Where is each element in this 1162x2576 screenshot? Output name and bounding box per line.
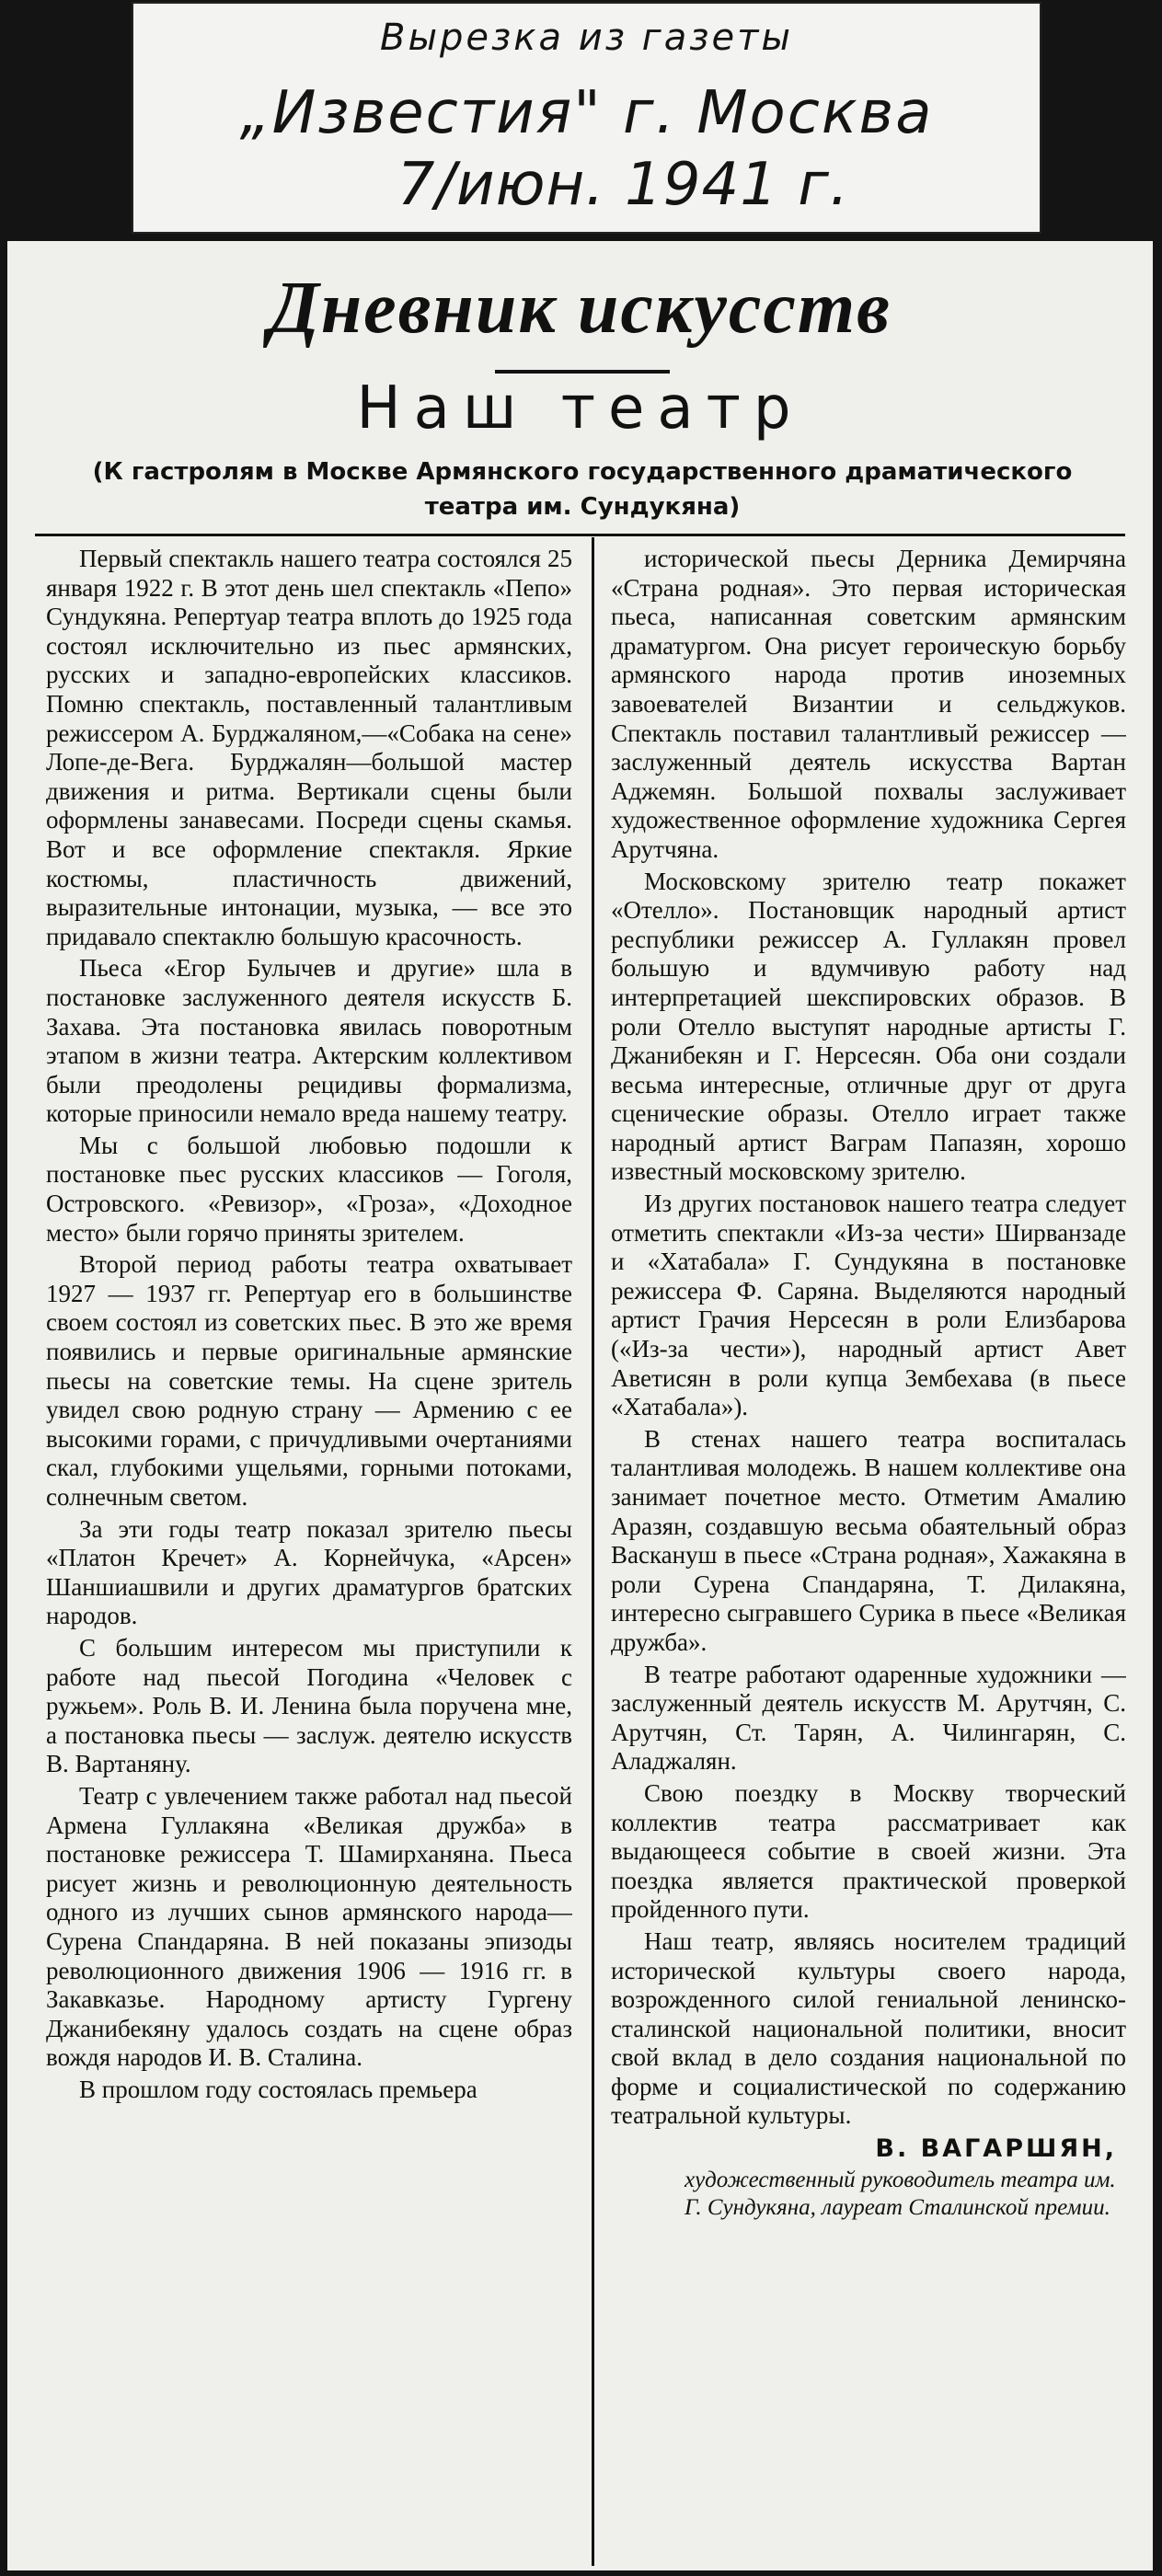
paragraph: Пьеса «Егор Булычев и другие» шла в постановке заслуженного деятеля искусств Б. Захава. Эта постановка явилась поворотным этапом в жизни театра. Актерским коллективом были преодолены рецидивы формализма, которые приносили немало вреда нашему театру. <box>46 954 572 1128</box>
paragraph: В театре работают одаренные художники — заслуженный деятель искусств М. Арутчян, С. Арутчян, Ст. Тарян, А. Чилингарян, С. Аладжалян. <box>611 1660 1126 1776</box>
paragraph: За эти годы театр показал зрителю пьесы «Платон Кречет» А. Корнейчука, «Арсен» Шаншиашвили и других драматургов братских народов. <box>46 1514 572 1630</box>
paragraph: Мы с большой любовью подошли к постановке пьес русских классиков — Гоголя, Островского. «Ревизор», «Гроза», «Доходное место» были горячо приняты зрителем. <box>46 1131 572 1247</box>
paragraph: В прошлом году состоялась премьера <box>79 2075 477 2103</box>
label-newspaper-name: „Известия" г. Москва <box>239 79 934 147</box>
handwritten-label <box>133 4 1040 232</box>
paragraph: С большим интересом мы приступили к работе над пьесой Погодина «Человек с ружьем». Роль В. И. Ленина была поручена мне, а постановка пьесы — заслуж. деятелю искусств В. Вартаняну. <box>46 1633 572 1778</box>
paragraph: Из других постановок нашего театра следует отметить спектакли «Из-за чести» Ширванзаде и «Хатабала» Г. Сундукяна в постановке режиссера Ф. Саряна. Выделяются народный артист Грачия Нерсесян в роли Елизбарова («Из-за чести»), народный артист Авет Аветисян в роли купца Зембехава (в пьесе «Хатабала»). <box>611 1190 1126 1421</box>
paragraph: Свою поездку в Москву творческий коллектив театра рассматривает как выдающееся событие в своей жизни. Эта поездка является практической проверкой пройденного пути. <box>611 1778 1126 1924</box>
right-column <box>611 545 1126 2569</box>
paragraph: Московскому зрителю театр покажет «Отелло». Постановщик народный артист республики режиссер А. Гуллакян провел большую и вдумчивую работу над интерпретацией шекспировских образов. В роли Отелло выступят народные артисты Г. Джанибекян и Г. Нерсесян. Оба они создали весьма интересные, отличные друг от друга сценические образы. Отелло играет также народный артист Ваграм Папазян, хорошо известный московскому зрителю. <box>611 867 1126 1186</box>
article-headline: Наш театр <box>356 374 804 443</box>
paragraph: Первый спектакль нашего театра состоялся 25 января 1922 г. В этот день шел спектакль «Пепо» Сундукяна. Репертуар театра вплоть до 1925 года состоял исключительно из пьес армянских, русских и западно-европейских классиков. Помню спектакль, поставленный талантливым режиссером А. Бурджаляном,—«Собака на сене» Лопе-де-Вега. Бурджалян—большой мастер движения и ритма. Вертикали сцены были оформлены занавесами. Посреди сцены скамья. Вот и все оформление спектакля. Яркие костюмы, пластичность движений, выразительные интонации, музыка, — все это придавало спектаклю большую красочность. <box>46 545 572 950</box>
paragraph: Второй период работы театра охватывает 1927 — 1937 гг. Репертуар его в большинстве своем состоял из советских пьес. В это же время появились и первые оригинальные армянские пьесы на советские темы. На сцене зритель увидел свою родную страну — Армению с ее высокими горами, с причудливыми очертаниями скал, глубокими ущельями, горными потоками, солнечным светом. <box>46 1250 572 1511</box>
newspaper-clipping <box>7 241 1153 2570</box>
paragraph: Наш театр, являясь носителем традиций исторической культуры своего народа, возрожденного силой гениальной ленинско-сталинской национальной политики, вносит свой вклад в дело создания национальной по форме и социалистической по содержанию театральной культуры. <box>611 1926 1126 2130</box>
paragraph: Театр с увлечением также работал над пьесой Армена Гуллакяна «Великая дружба» в постановке режиссера Т. Шамирханяна. Пьеса рисует жизнь и революционную деятельность одного из лучших сынов армянского народа— Сурена Спандаряна. В ней показаны эпизоды революционного движения 1906 — 1916 гг. в Закавказье. Народному артисту Гургену Джанибекяну удалось создать на сцене образ вождя народов И. В. Сталина. <box>46 1781 572 2072</box>
paragraph: В стенах нашего театра воспиталась талантливая молодежь. В нашем коллективе она занимает почетное место. Отметим Амалию Аразян, создавшую весьма обаятельный образ Васкануш в пьесе «Страна родная», Хажакяна в роли Сурена Спандаряна, Т. Дилакяна, интересно сыгравшего Сурика в пьесе «Великая дружба». <box>611 1424 1126 1656</box>
left-column <box>46 545 572 2569</box>
column-divider <box>592 537 594 2566</box>
author-title: художественный руководитель театра им. Г. Сундукяна, лауреат Сталинской премии. <box>685 2167 1116 2220</box>
author-signature: В. ВАГАРШЯН, <box>875 2134 1117 2164</box>
section-rubric: Дневник искусств <box>269 268 892 349</box>
article-subheadline: (К гастролям в Москве Армянского государственного драматического театра им. Сундукяна) <box>92 458 1073 521</box>
label-source-type: Вырезка из газеты <box>380 17 793 59</box>
title-divider <box>495 370 670 374</box>
paragraph: исторической пьесы Дерника Демирчяна «Страна родная». Это первая историческая пьеса, написанная советским армянским драматургом. Она рисует героическую борьбу армянского народа против иноземных завоевателей Византии и сельджуков. Спектакль поставил талантливый режиссер — заслуженный деятель искусства Вартан Аджемян. Большой похвалы заслуживает художественное оформление художника Сергея Арутчяна. <box>611 545 1126 863</box>
label-date: 7/июн. 1941 г. <box>397 151 850 219</box>
header-separator <box>35 534 1125 536</box>
